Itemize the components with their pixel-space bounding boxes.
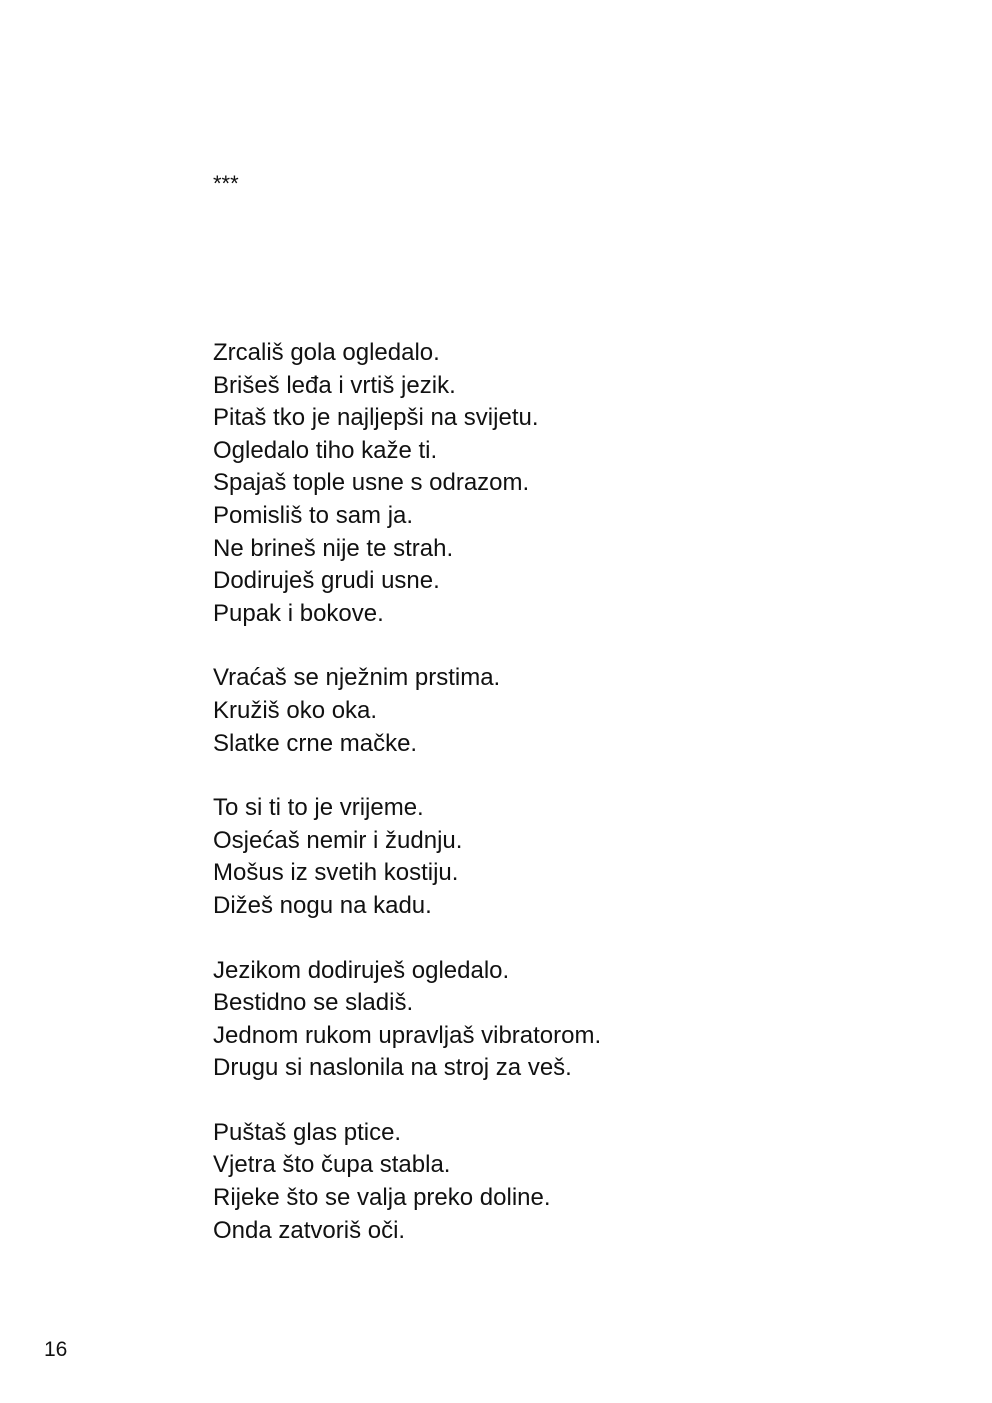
section-separator: *** <box>213 171 239 196</box>
poem-line: Drugu si naslonila na stroj za veš. <box>213 1054 572 1082</box>
poem-line: Vraćaš se nježnim prstima. <box>213 664 501 692</box>
stanza-1 <box>213 337 833 630</box>
poem-line: Jezikom dodiruješ ogledalo. <box>213 956 510 984</box>
poem-line: Ne brineš nije te strah. <box>213 534 454 562</box>
poem-line: To si ti to je vrijeme. <box>213 794 424 822</box>
poem-line: Pitaš tko je najljepši na svijetu. <box>213 404 539 432</box>
poem-line: Pomisliš to sam ja. <box>213 501 414 529</box>
poem-line: Dodiruješ grudi usne. <box>213 567 440 595</box>
poem-line: Rijeke što se valja preko doline. <box>213 1184 551 1212</box>
poem-line: Zrcališ gola ogledalo. <box>213 339 440 366</box>
stanza-5 <box>213 1117 833 1247</box>
stanza-2 <box>213 662 833 760</box>
stanza-4 <box>213 955 833 1085</box>
poem-line: Brišeš leđa i vrtiš jezik. <box>213 371 456 399</box>
poem-line: Puštaš glas ptice. <box>213 1118 402 1146</box>
poem-line: Kružiš oko oka. <box>213 696 378 724</box>
poem-line: Vjetra što čupa stabla. <box>213 1151 451 1179</box>
poem-line: Dižeš nogu na kadu. <box>213 891 432 919</box>
poem-line: Onda zatvoriš oči. <box>213 1216 406 1244</box>
poem-line: Mošus iz svetih kostiju. <box>213 859 459 887</box>
poem-line: Spajaš tople usne s odrazom. <box>213 469 530 497</box>
poem-line: Slatke crne mačke. <box>213 729 418 757</box>
poem-line: Bestidno se sladiš. <box>213 989 414 1017</box>
poem-line: Pupak i bokove. <box>213 599 384 627</box>
page-number: 16 <box>44 1338 68 1361</box>
poem-line: Ogledalo tiho kaže ti. <box>213 436 438 464</box>
poem-line: Jednom rukom upravljaš vibratorom. <box>213 1021 602 1049</box>
poem-line: Osjećaš nemir i žudnju. <box>213 826 463 854</box>
stanza-3 <box>213 792 833 922</box>
poem-body <box>213 337 833 1279</box>
